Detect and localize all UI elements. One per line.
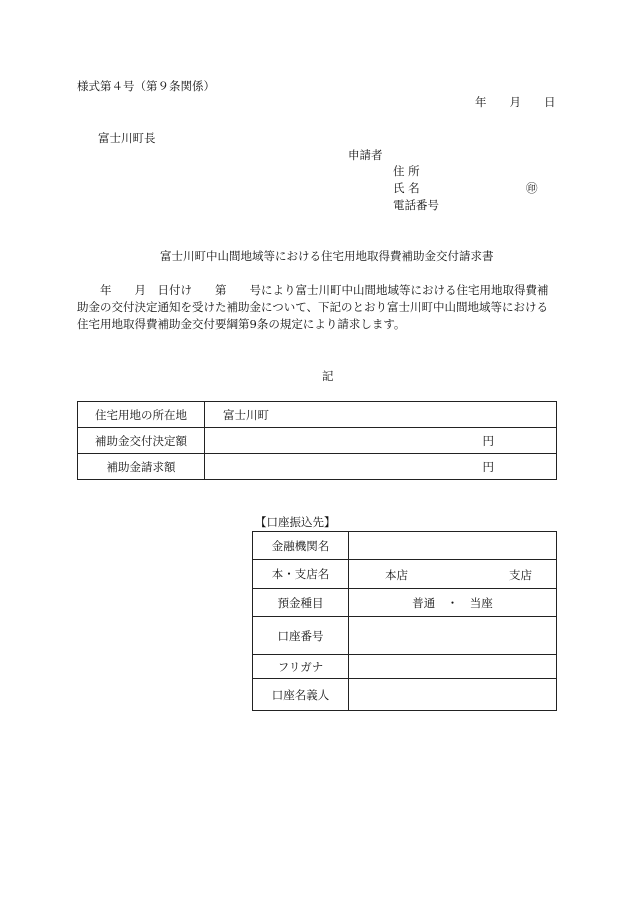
institution-label: 金融機関名 (253, 532, 349, 560)
branch-main: 本店 (385, 568, 408, 582)
date-line: 年 月 日 (475, 95, 556, 109)
bank-table (252, 531, 557, 711)
table-row (78, 454, 557, 480)
holder-value (349, 679, 557, 711)
applicant-label: 申請者 (348, 148, 383, 162)
branch-value (349, 560, 557, 589)
name-label: 氏 名 (393, 181, 420, 195)
table-row (253, 532, 557, 560)
institution-value (349, 532, 557, 560)
bank-heading: 【口座振込先】 (255, 515, 336, 529)
ki-mark: 記 (322, 369, 334, 383)
location-label: 住宅用地の所在地 (78, 402, 205, 428)
branch-sub: 支店 (509, 568, 532, 582)
table-row (78, 402, 557, 428)
furigana-value (349, 655, 557, 679)
table-row (78, 428, 557, 454)
table-row (253, 655, 557, 679)
info-table (77, 401, 557, 480)
account-number-value (349, 617, 557, 655)
location-value: 富士川町 (205, 402, 557, 428)
decision-amount-value: 円 (205, 428, 557, 454)
seal-mark: ㊞ (526, 181, 538, 195)
deposit-value: 普通 ・ 当座 (349, 589, 557, 617)
request-amount-label: 補助金請求額 (78, 454, 205, 480)
table-row (253, 617, 557, 655)
table-row (253, 679, 557, 711)
deposit-label: 預金種目 (253, 589, 349, 617)
decision-amount-label: 補助金交付決定額 (78, 428, 205, 454)
table-row (253, 560, 557, 589)
account-number-label: 口座番号 (253, 617, 349, 655)
document-title: 富士川町中山間地域等における住宅用地取得費補助金交付請求書 (160, 249, 494, 263)
addressee: 富士川町長 (98, 131, 156, 145)
address-label: 住 所 (393, 164, 420, 178)
phone-label: 電話番号 (393, 198, 439, 212)
holder-label: 口座名義人 (253, 679, 349, 711)
body-text: 年 月 日付け 第 号により富士川町中山間地域等における住宅用地取得費補助金の交付決定通知を受けた補助金について、下記のとおり富士川町中山間地域等における住宅用地取得費補助金交付要綱第9条の規定により請求します。 (77, 283, 549, 331)
furigana-label: フリガナ (253, 655, 349, 679)
branch-label: 本・支店名 (253, 560, 349, 589)
table-row (253, 589, 557, 617)
form-number: 様式第４号（第９条関係） (77, 79, 215, 93)
request-amount-value: 円 (205, 454, 557, 480)
